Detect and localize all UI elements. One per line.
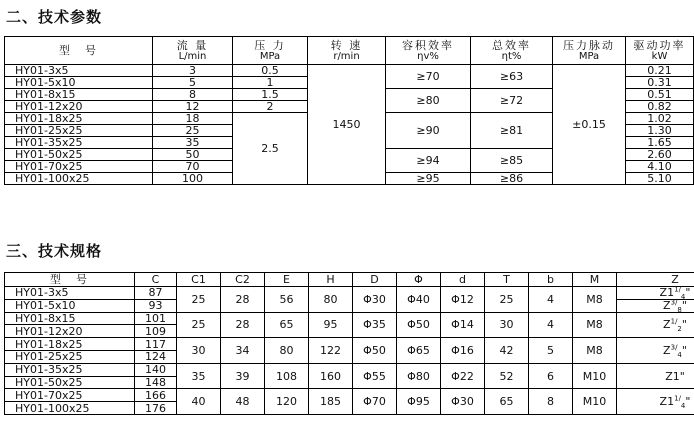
- pressure-cell: 2.5: [233, 113, 308, 185]
- b-cell: 4: [529, 287, 573, 313]
- flow-cell: 8: [153, 89, 233, 101]
- E-cell: 65: [265, 312, 309, 338]
- model-cell: HY01-3x5: [5, 65, 153, 77]
- flow-cell: 35: [153, 137, 233, 149]
- power-cell: 0.21: [626, 65, 694, 77]
- C-cell: 148: [135, 376, 177, 389]
- Z-cell: [617, 287, 694, 300]
- model-cell: HY01-50x25: [5, 376, 135, 389]
- header-drive-power: 驱动功率 kW: [626, 37, 694, 65]
- header-total-efficiency: 总效率 ηt%: [471, 37, 553, 65]
- table-row: [5, 312, 694, 325]
- header-C: C: [135, 273, 177, 287]
- C-cell: 140: [135, 363, 177, 376]
- model-cell: HY01-3x5: [5, 287, 135, 300]
- H-cell: 95: [309, 312, 353, 338]
- header-C1: C1: [177, 273, 221, 287]
- d-cell: Φ12: [441, 287, 485, 313]
- total-eff-cell: ≥63: [471, 65, 553, 89]
- header-M: M: [573, 273, 617, 287]
- model-cell: HY01-100x25: [5, 402, 135, 415]
- D-cell: Φ30: [353, 287, 397, 313]
- fraction-slash: /: [675, 317, 678, 326]
- header-pressure-pulsation: 压力脉动 MPa: [553, 37, 626, 65]
- C2-cell: 34: [221, 338, 265, 364]
- C-cell: 93: [135, 299, 177, 312]
- flow-cell: 50: [153, 149, 233, 161]
- z-sup-text: 1: [674, 285, 679, 294]
- C-cell: 117: [135, 338, 177, 351]
- Z-cell: [617, 338, 694, 364]
- header-volumetric-efficiency: 容积效率 ηv%: [386, 37, 471, 65]
- z-q-text: ": [681, 343, 687, 357]
- M-cell: M8: [573, 312, 617, 338]
- vol-eff-cell: ≥90: [386, 113, 471, 149]
- power-cell: 1.65: [626, 137, 694, 149]
- Z-cell: [617, 312, 694, 338]
- header-model: 型 号: [5, 37, 153, 65]
- z-sub-text: 8: [677, 306, 682, 315]
- Phi-cell: Φ80: [397, 363, 441, 389]
- flow-cell: 18: [153, 113, 233, 125]
- Z-cell: [617, 389, 694, 415]
- z-base-text: Z: [663, 343, 671, 357]
- header-Z: Z: [617, 273, 694, 287]
- model-cell: HY01-35x25: [5, 137, 153, 149]
- pressure-cell: 0.5: [233, 65, 308, 77]
- model-cell: HY01-35x25: [5, 363, 135, 376]
- C1-cell: 35: [177, 363, 221, 389]
- specifications-table: [4, 272, 694, 415]
- E-cell: 56: [265, 287, 309, 313]
- vol-eff-cell: ≥80: [386, 89, 471, 113]
- z-q-text: ": [685, 286, 691, 300]
- T-cell: 30: [485, 312, 529, 338]
- fraction-slash: /: [675, 298, 678, 307]
- z-base-text: Z: [663, 318, 671, 332]
- table-row: [5, 363, 694, 376]
- header-model: 型 号: [5, 273, 135, 287]
- M-cell: M8: [573, 338, 617, 364]
- z-num-text: 1: [667, 395, 675, 409]
- flow-cell: 5: [153, 77, 233, 89]
- C-cell: 87: [135, 287, 177, 300]
- header-row: [5, 37, 694, 65]
- flow-cell: 12: [153, 101, 233, 113]
- C2-cell: 28: [221, 287, 265, 313]
- T-cell: 65: [485, 389, 529, 415]
- E-cell: 108: [265, 363, 309, 389]
- d-cell: Φ16: [441, 338, 485, 364]
- z-q-text: ": [685, 395, 691, 409]
- Z-cell: [617, 298, 694, 315]
- z-q-text: ": [679, 369, 685, 383]
- model-cell: HY01-25x25: [5, 125, 153, 137]
- C1-cell: 25: [177, 312, 221, 338]
- flow-cell: 25: [153, 125, 233, 137]
- fraction-slash: /: [678, 394, 681, 403]
- table-row: [5, 389, 694, 402]
- z-sub-text: 4: [680, 402, 686, 411]
- C1-cell: 40: [177, 389, 221, 415]
- z-num-text: 1: [667, 286, 675, 300]
- power-cell: 2.60: [626, 149, 694, 161]
- power-cell: 4.10: [626, 161, 694, 173]
- header-D: D: [353, 273, 397, 287]
- model-cell: HY01-18x25: [5, 113, 153, 125]
- section-title-parameters: 二、技术参数: [6, 8, 103, 26]
- header-flow: 流 量 L/min: [153, 37, 233, 65]
- Z-cell: [617, 363, 694, 389]
- z-sub-text: 4: [680, 293, 686, 302]
- C2-cell: 39: [221, 363, 265, 389]
- model-cell: HY01-12x20: [5, 101, 153, 113]
- z-q-text: ": [681, 318, 687, 332]
- C2-cell: 48: [221, 389, 265, 415]
- total-eff-cell: ≥72: [471, 89, 553, 113]
- z-sup-text: 1: [670, 317, 676, 326]
- D-cell: Φ70: [353, 389, 397, 415]
- Phi-cell: Φ65: [397, 338, 441, 364]
- C2-cell: 28: [221, 312, 265, 338]
- model-cell: HY01-70x25: [5, 161, 153, 173]
- d-cell: Φ14: [441, 312, 485, 338]
- header-Phi: Φ: [397, 273, 441, 287]
- header-H: H: [309, 273, 353, 287]
- power-cell: 0.82: [626, 101, 694, 113]
- b-cell: 8: [529, 389, 573, 415]
- speed-cell: 1450: [308, 65, 386, 185]
- D-cell: Φ55: [353, 363, 397, 389]
- H-cell: 122: [309, 338, 353, 364]
- z-sub-text: 2: [677, 325, 682, 334]
- power-cell: 1.02: [626, 113, 694, 125]
- pressure-cell: 1.5: [233, 89, 308, 101]
- d-cell: Φ30: [441, 389, 485, 415]
- C-cell: 124: [135, 350, 177, 363]
- power-cell: 0.51: [626, 89, 694, 101]
- header-row: [5, 273, 694, 287]
- D-cell: Φ35: [353, 312, 397, 338]
- H-cell: 80: [309, 287, 353, 313]
- z-sup-text: 1: [674, 394, 679, 403]
- M-cell: M10: [573, 389, 617, 415]
- z-q-text: ": [681, 299, 687, 313]
- z-num-text: 1: [672, 369, 680, 383]
- fraction-slash: /: [678, 285, 681, 294]
- header-speed: 转 速 r/min: [308, 37, 386, 65]
- fraction-slash: /: [675, 343, 678, 352]
- T-cell: 52: [485, 363, 529, 389]
- C-cell: 176: [135, 402, 177, 415]
- header-T: T: [485, 273, 529, 287]
- model-cell: HY01-8x15: [5, 89, 153, 101]
- power-cell: 1.30: [626, 125, 694, 137]
- Phi-cell: Φ95: [397, 389, 441, 415]
- model-cell: HY01-70x25: [5, 389, 135, 402]
- z-sup-text: 3: [670, 298, 676, 307]
- z-base-text: Z: [659, 286, 668, 300]
- total-eff-cell: ≥86: [471, 173, 553, 185]
- z-sup-text: 3: [670, 343, 676, 352]
- header-C2: C2: [221, 273, 265, 287]
- M-cell: M10: [573, 363, 617, 389]
- C1-cell: 25: [177, 287, 221, 313]
- flow-cell: 70: [153, 161, 233, 173]
- parameters-table: [4, 36, 694, 185]
- model-cell: HY01-50x25: [5, 149, 153, 161]
- T-cell: 25: [485, 287, 529, 313]
- d-cell: Φ22: [441, 363, 485, 389]
- z-sub-text: 4: [677, 351, 682, 360]
- Phi-cell: Φ40: [397, 287, 441, 313]
- flow-cell: 100: [153, 173, 233, 185]
- model-cell: HY01-8x15: [5, 312, 135, 325]
- section-title-specifications: 三、技术规格: [6, 242, 103, 260]
- C1-cell: 30: [177, 338, 221, 364]
- D-cell: Φ50: [353, 338, 397, 364]
- total-eff-cell: ≥85: [471, 149, 553, 173]
- C-cell: 109: [135, 325, 177, 338]
- header-pressure: 压 力 MPa: [233, 37, 308, 65]
- vol-eff-cell: ≥94: [386, 149, 471, 173]
- vol-eff-cell: ≥95: [386, 173, 471, 185]
- total-eff-cell: ≥81: [471, 113, 553, 149]
- model-cell: HY01-18x25: [5, 338, 135, 351]
- b-cell: 5: [529, 338, 573, 364]
- b-cell: 4: [529, 312, 573, 338]
- M-cell: M8: [573, 287, 617, 313]
- header-b: b: [529, 273, 573, 287]
- pressure-cell: 1: [233, 77, 308, 89]
- model-cell: HY01-5x10: [5, 299, 135, 312]
- model-cell: HY01-25x25: [5, 350, 135, 363]
- model-cell: HY01-5x10: [5, 77, 153, 89]
- power-cell: 5.10: [626, 173, 694, 185]
- power-cell: 0.31: [626, 77, 694, 89]
- model-cell: HY01-100x25: [5, 173, 153, 185]
- E-cell: 80: [265, 338, 309, 364]
- H-cell: 160: [309, 363, 353, 389]
- b-cell: 6: [529, 363, 573, 389]
- z-base-text: Z: [663, 299, 671, 313]
- model-cell: HY01-12x20: [5, 325, 135, 338]
- Phi-cell: Φ50: [397, 312, 441, 338]
- table-row: [5, 65, 694, 77]
- pulsation-cell: ±0.15: [553, 65, 626, 185]
- vol-eff-cell: ≥70: [386, 65, 471, 89]
- header-d: d: [441, 273, 485, 287]
- table-row: [5, 287, 694, 300]
- header-E: E: [265, 273, 309, 287]
- T-cell: 42: [485, 338, 529, 364]
- C-cell: 101: [135, 312, 177, 325]
- z-base-text: Z: [665, 369, 673, 383]
- pressure-cell: 2: [233, 101, 308, 113]
- E-cell: 120: [265, 389, 309, 415]
- C-cell: 166: [135, 389, 177, 402]
- flow-cell: 3: [153, 65, 233, 77]
- H-cell: 185: [309, 389, 353, 415]
- table-row: [5, 338, 694, 351]
- z-base-text: Z: [659, 395, 668, 409]
